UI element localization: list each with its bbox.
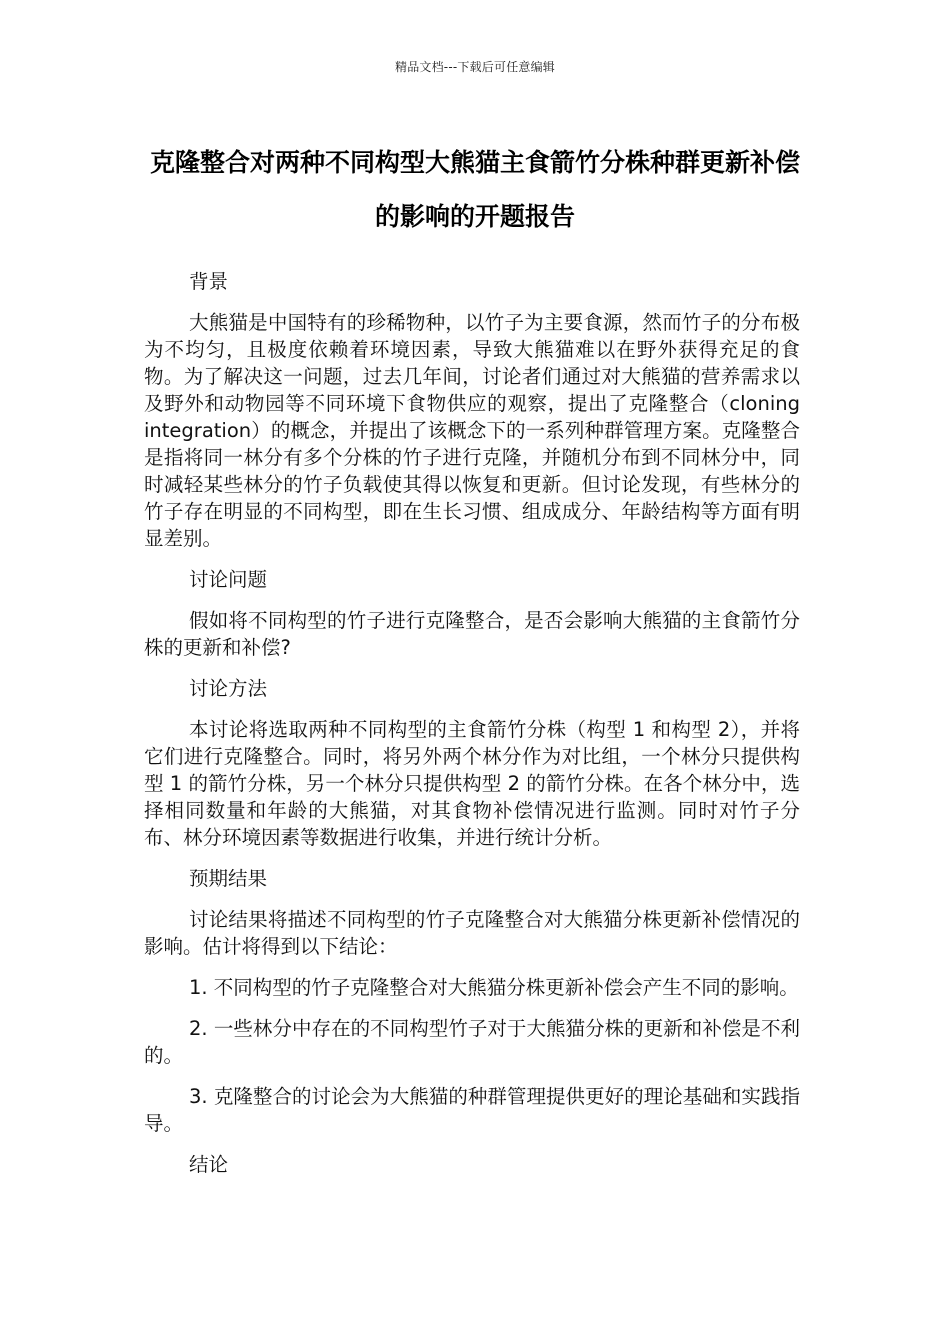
question-paragraph: 假如将不同构型的竹子进行克隆整合，是否会影响大熊猫的主食箭竹分株的更新和补偿? — [144, 609, 800, 659]
conclusion-heading: 结论 — [189, 1153, 229, 1176]
results-heading: 预期结果 — [189, 867, 268, 890]
results-paragraph: 讨论结果将描述不同构型的竹子克隆整合对大熊猫分株更新补偿情况的影响。估计将得到以下结论： — [144, 908, 800, 958]
results-item-3: 3. 克隆整合的讨论会为大熊猫的种群管理提供更好的理论基础和实践指导。 — [144, 1085, 800, 1135]
results-item-1: 1. 不同构型的竹子克隆整合对大熊猫分株更新补偿会产生不同的影响。 — [189, 976, 799, 999]
question-heading: 讨论问题 — [189, 568, 268, 591]
background-paragraph: 大熊猫是中国特有的珍稀物种，以竹子为主要食源，然而竹子的分布极为不均匀，且极度依赖着环境因素，导致大熊猫难以在野外获得充足的食物。为了解决这一问题，过去几年间，讨论者们通过对大熊猫的营养需求以及野外和动物园等不同环境下食物供应的观察，提出了克隆整合（cloning integration）的概念，并提出了该概念下的一系列种群管理方案。克隆整合是指将同一林分有多个分株的竹子进行克隆，并随机分布到不同林分中，同时减轻某些林分的竹子负载使其得以恢复和更新。但讨论发现，有些林分的竹子存在明显的不同构型，即在生长习惯、组成成分、年龄结构等方面有明显差别。 — [144, 311, 800, 550]
method-heading: 讨论方法 — [189, 677, 268, 700]
page-header-note: 精品文档---下载后可任意编辑 — [395, 60, 555, 74]
document-body — [144, 268, 800, 1192]
results-item-2: 2. 一些林分中存在的不同构型竹子对于大熊猫分株的更新和补偿是不利的。 — [144, 1017, 800, 1067]
background-heading: 背景 — [189, 270, 229, 293]
method-paragraph: 本讨论将选取两种不同构型的主食箭竹分株（构型 1 和构型 2），并将它们进行克隆整合。同时，将另外两个林分作为对比组，一个林分只提供构型 1 的箭竹分株，另一个林分只提供构型 2 的箭竹分株。在各个林分中，选择相同数量和年龄的大熊猫，对其食物补偿情况进行监测。同时对竹子分布、林分环境因素等数据进行收集，并进行统计分析。 — [144, 718, 800, 849]
document-title: 克隆整合对两种不同构型大熊猫主食箭竹分株种群更新补偿的影响的开题报告 — [149, 148, 800, 231]
